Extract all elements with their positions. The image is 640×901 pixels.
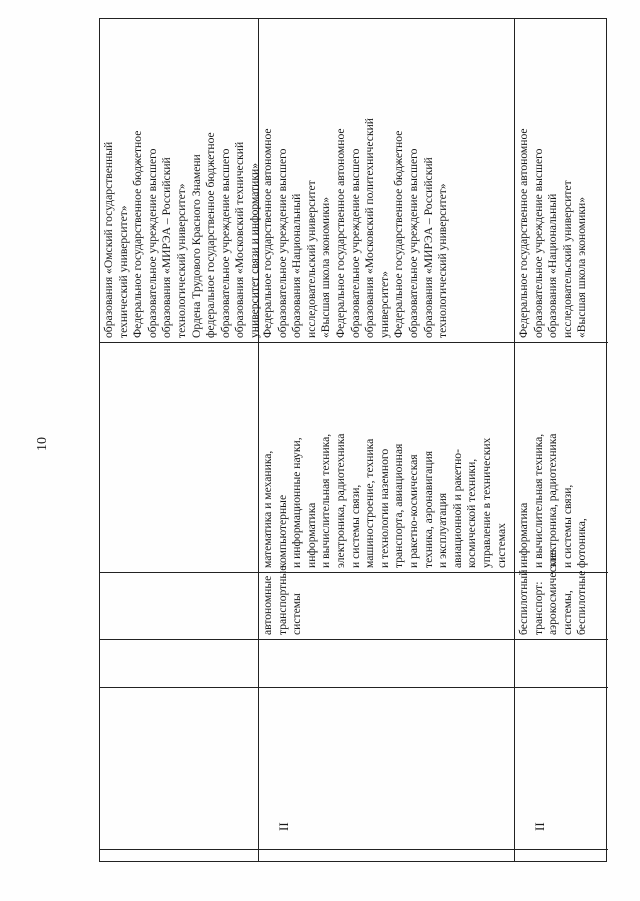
- org-line: исследовательский университет: [560, 180, 574, 338]
- org-line: технологический университет»: [174, 183, 188, 338]
- org-line: федеральное государственное бюджетное: [204, 132, 218, 338]
- direction-line: авиационной и ракетно-: [450, 449, 464, 568]
- direction-line: и системы связи,: [348, 484, 362, 568]
- direction-line: фотоника,: [575, 518, 589, 568]
- org-line: Федеральное государственное автономное: [333, 128, 347, 338]
- org-line: исследовательский университет: [304, 180, 318, 338]
- direction-line: информатика: [304, 502, 318, 568]
- org-line: Федеральное государственное бюджетное: [131, 130, 145, 338]
- organizations-cell: [259, 17, 514, 342]
- system-cell: [259, 565, 514, 639]
- direction-line: компьютерные: [275, 494, 289, 568]
- data-table: [99, 18, 607, 862]
- direction-line: электроника, радиотехника: [546, 433, 560, 568]
- system-line: беспилотные: [575, 570, 589, 635]
- system-cell: [100, 572, 258, 639]
- direction-line: системах: [494, 523, 508, 568]
- directions-cell: [259, 342, 514, 572]
- mark-cell: [100, 687, 258, 849]
- direction-line: космической техники,: [465, 458, 479, 568]
- empty-cell: [100, 849, 258, 861]
- direction-line: и информационные науки,: [290, 437, 304, 568]
- system-line: беспилотный: [517, 569, 530, 635]
- org-line: образования «МИРЭА – Российский: [160, 157, 174, 338]
- directions-cell: [515, 342, 608, 572]
- table-row: [515, 19, 608, 861]
- mark-cell: [259, 687, 514, 849]
- org-line: образования «Национальный: [290, 193, 304, 338]
- org-line: «Высшая школа экономики»: [575, 197, 589, 338]
- org-line: Федеральное государственное автономное: [517, 128, 530, 338]
- system-line: системы: [290, 593, 304, 635]
- direction-line: информатика: [517, 502, 530, 568]
- mark-label: II: [532, 822, 547, 831]
- org-line: университет»: [377, 271, 391, 338]
- empty-cell: [515, 639, 608, 687]
- org-line: образования «Омский государственный: [102, 141, 115, 338]
- org-line: Ордена Трудового Красного Знамени: [189, 154, 203, 338]
- system-line: транспорт:: [531, 581, 545, 635]
- system-line: системы,: [560, 590, 574, 635]
- org-line: университет связи и информатики»: [247, 162, 261, 338]
- direction-line: машиностроение, техника: [363, 438, 377, 568]
- org-line: технический университет»: [116, 205, 130, 338]
- direction-line: управление в технических: [479, 437, 493, 568]
- org-line: образовательное учреждение высшего: [145, 148, 159, 338]
- direction-line: математика и механика,: [261, 450, 274, 568]
- empty-cell: [100, 639, 258, 687]
- direction-line: электроника, радиотехника: [333, 433, 347, 568]
- org-line: Федеральное государственное автономное: [261, 128, 274, 338]
- mark-cell: [515, 687, 608, 849]
- directions-cell: [100, 342, 258, 572]
- system-cell: [515, 550, 608, 639]
- direction-line: и системы связи,: [560, 484, 574, 568]
- org-line: образовательное учреждение высшего: [406, 148, 420, 338]
- direction-line: транспорта, авиационная: [392, 443, 406, 568]
- table-row: [100, 19, 259, 861]
- organizations-cell: [100, 17, 261, 342]
- org-line: Федеральное государственное бюджетное: [392, 130, 406, 338]
- organizations-cell: [515, 17, 608, 342]
- org-line: образовательное учреждение высшего: [531, 148, 545, 338]
- empty-cell: [515, 849, 608, 861]
- org-line: образовательное учреждение высшего: [218, 148, 232, 338]
- direction-line: и вычислительная техника,: [531, 433, 545, 568]
- system-line: аэрокосмические: [546, 550, 560, 635]
- mark-label: [102, 692, 118, 845]
- direction-line: и технологии наземного: [377, 448, 391, 568]
- org-line: образовательное учреждение высшего: [275, 148, 289, 338]
- table-row: [259, 19, 515, 861]
- org-line: образования «Национальный: [546, 193, 560, 338]
- direction-line: техника, аэронавигация: [421, 450, 435, 568]
- empty-cell: [259, 639, 514, 687]
- empty-cell: [259, 849, 514, 861]
- direction-line: и эксплуатация: [436, 492, 450, 568]
- org-line: технологический университет»: [436, 183, 450, 338]
- org-line: образования «Московский политехнический: [363, 118, 377, 338]
- direction-line: и ракетно-космическая: [406, 454, 420, 568]
- org-line: образования «МИРЭА – Российский: [421, 157, 435, 338]
- direction-line: и вычислительная техника,: [319, 433, 333, 568]
- org-line: «Высшая школа экономики»: [319, 197, 333, 338]
- mark-label: II: [276, 822, 291, 831]
- org-line: образовательное учреждение высшего: [348, 148, 362, 338]
- org-line: образования «Московский технический: [233, 141, 247, 338]
- page-number: 10: [35, 437, 50, 451]
- system-line: транспортные: [275, 565, 289, 635]
- system-line: автономные: [261, 575, 274, 635]
